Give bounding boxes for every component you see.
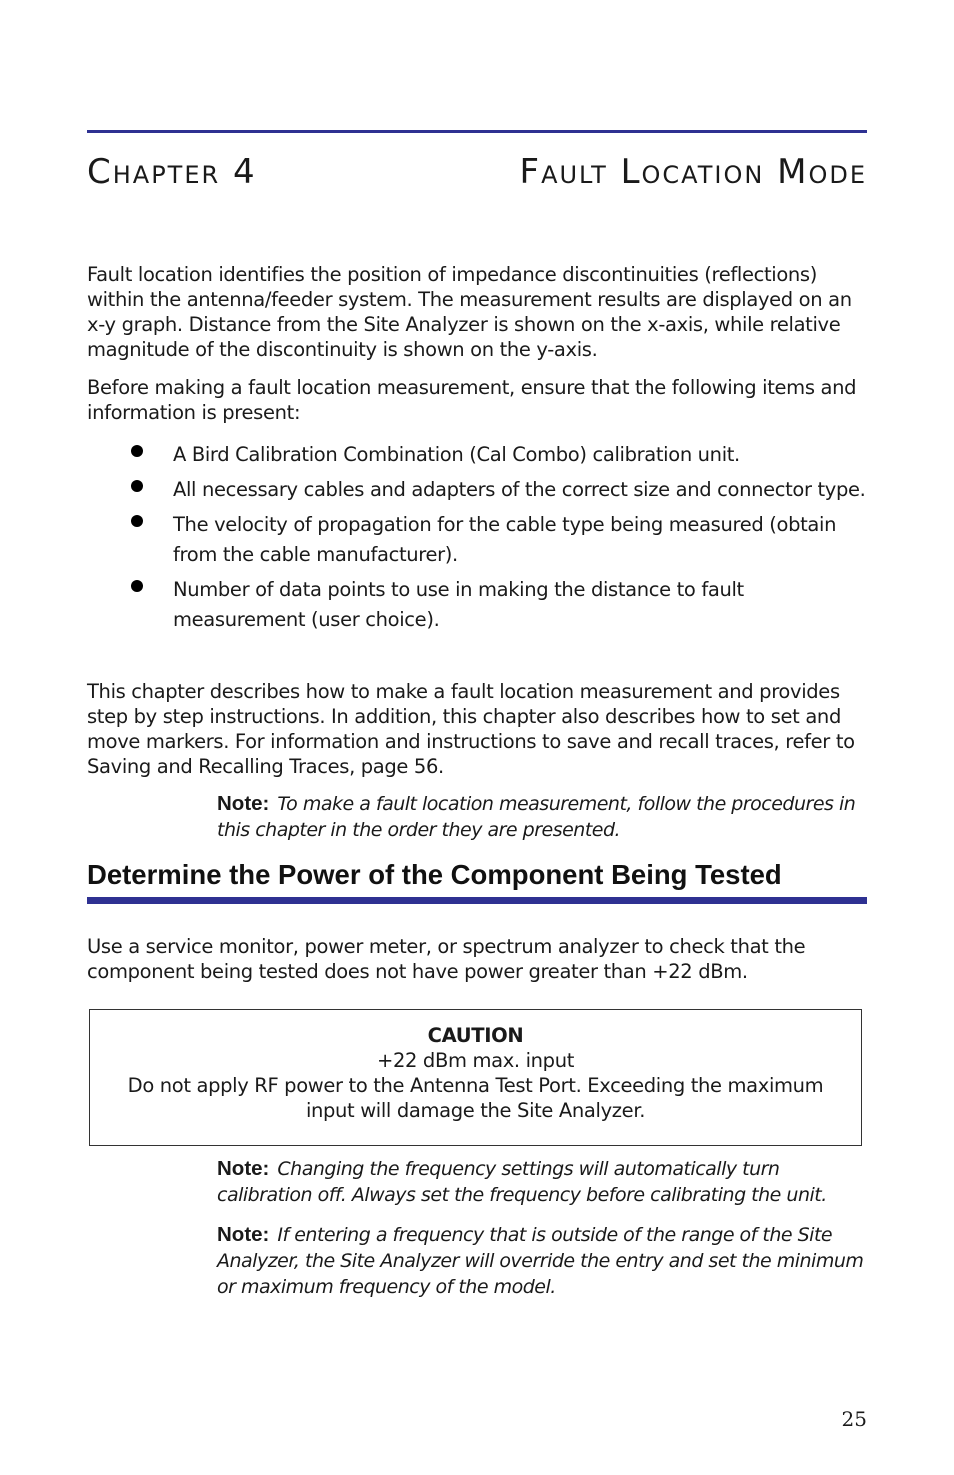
list-item bbox=[87, 475, 867, 505]
note-text: To make a fault location measurement, follow the procedures in this chapter in the order they are presented. bbox=[217, 793, 856, 841]
note-frequency-range bbox=[217, 1222, 867, 1300]
list-item bbox=[87, 575, 867, 635]
note-label: Note: bbox=[217, 1223, 270, 1246]
note-procedure-order bbox=[217, 791, 867, 843]
list-item-text: Number of data points to use in making the distance to fault measurement (user choice). bbox=[173, 578, 744, 631]
page-number: 25 bbox=[841, 1407, 867, 1431]
chapter-overview-paragraph: This chapter describes how to make a fault location measurement and provides step by step instructions. In addition, this chapter also describes how to set and move markers. For information and instructions to save and recall traces, refer to Saving and Recalling Traces, page 56. bbox=[87, 680, 855, 778]
chapter-title: Fault Location Mode bbox=[519, 152, 867, 192]
list-item-text: A Bird Calibration Combination (Cal Combo) calibration unit. bbox=[173, 443, 740, 466]
bullet-icon bbox=[131, 580, 143, 592]
note-label: Note: bbox=[217, 792, 270, 815]
intro-paragraph-1: Fault location identifies the position of impedance discontinuities (reflections) within the antenna/feeder system. The measurement results are displayed on an x-y graph. Distance from the Site Analyzer is shown on the x-axis, while relative magnitude of the discontinuity is shown on the y-axis. bbox=[87, 263, 852, 361]
list-item bbox=[87, 440, 867, 470]
bullet-icon bbox=[131, 480, 143, 492]
section-paragraph: Use a service monitor, power meter, or spectrum analyzer to check that the component being tested does not have power greater than +22 dBm. bbox=[87, 935, 806, 983]
intro-paragraph-2: Before making a fault location measurement, ensure that the following items and information is present: bbox=[87, 376, 857, 424]
section-rule bbox=[87, 897, 867, 904]
list-item bbox=[87, 510, 867, 570]
caution-warning-text: Do not apply RF power to the Antenna Test Port. Exceeding the maximum input will damage the Site Analyzer. bbox=[127, 1074, 824, 1122]
requirements-list bbox=[87, 440, 867, 640]
list-item-text: The velocity of propagation for the cable type being measured (obtain from the cable manufacturer). bbox=[173, 513, 837, 566]
section-heading: Determine the Power of the Component Being Tested bbox=[87, 859, 782, 890]
note-frequency-calibration bbox=[217, 1156, 867, 1208]
bullet-icon bbox=[131, 515, 143, 527]
caution-max-input: +22 dBm max. input bbox=[376, 1049, 575, 1072]
chapter-header bbox=[87, 152, 867, 196]
chapter-top-rule bbox=[87, 130, 867, 133]
bullet-icon bbox=[131, 445, 143, 457]
note-text: Changing the frequency settings will automatically turn calibration off. Always set the frequency before calibrating the unit. bbox=[217, 1158, 827, 1206]
chapter-number: Chapter 4 bbox=[87, 152, 257, 192]
list-item-text: All necessary cables and adapters of the correct size and connector type. bbox=[173, 478, 866, 501]
caution-title: CAUTION bbox=[427, 1024, 524, 1047]
note-text: If entering a frequency that is outside of the range of the Site Analyzer, the Site Analyzer will override the entry and set the minimum or maximum frequency of the model. bbox=[217, 1224, 864, 1298]
note-label: Note: bbox=[217, 1157, 270, 1180]
caution-box bbox=[89, 1009, 862, 1146]
